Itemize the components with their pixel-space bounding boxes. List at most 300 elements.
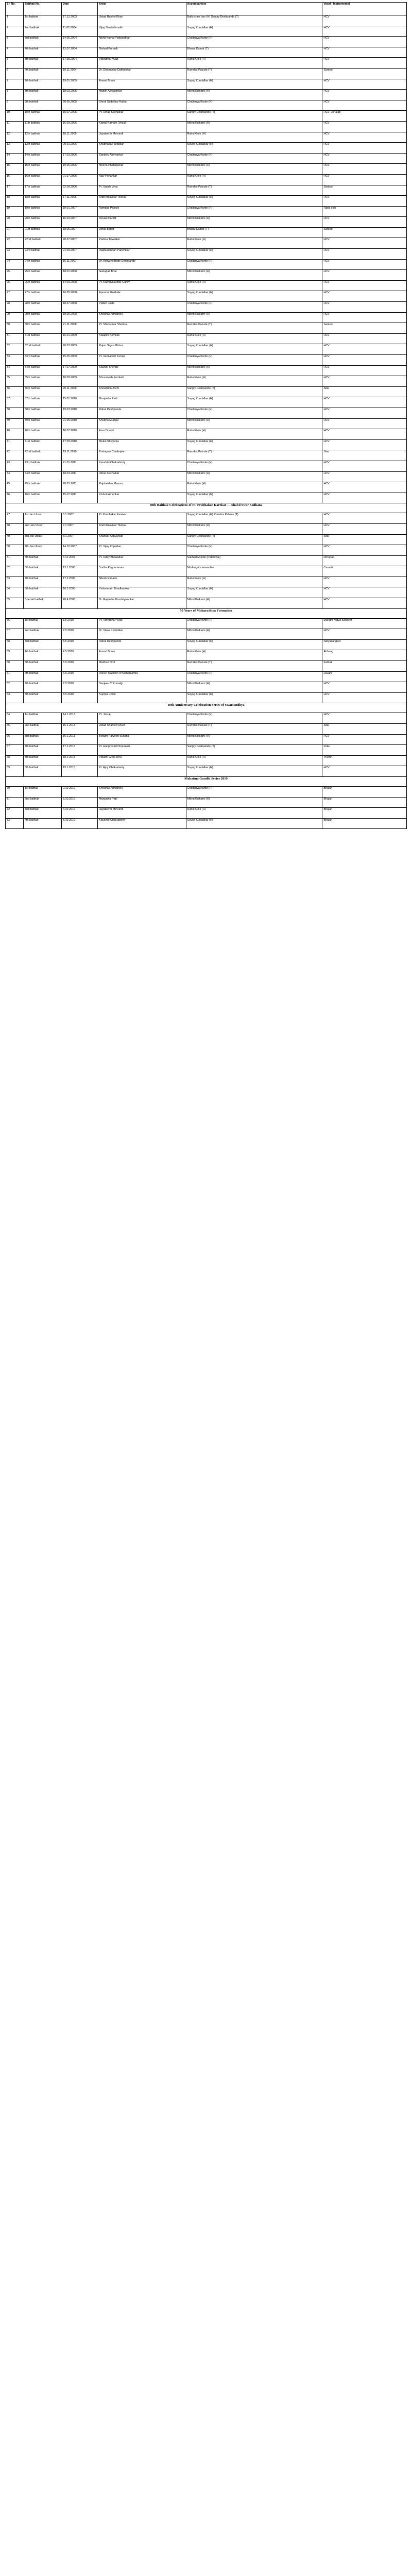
sr-no-cell: 10: [6, 111, 24, 122]
baithak-no-cell: 29th baithak: [24, 312, 62, 323]
baithak-no-cell: 16th baithak: [24, 174, 62, 185]
type-cell: HCV: [322, 766, 407, 777]
date-cell: 18.03.2011: [62, 471, 98, 482]
date-cell: 18.03.2005: [62, 90, 98, 100]
artist-cell: Dr. Ashwini Bhide Deshpande: [98, 259, 186, 270]
type-cell: HCV: [322, 429, 407, 440]
artist-cell: Mukul Shivputra: [98, 439, 186, 450]
baithak-no-cell: 26th baithak: [24, 280, 62, 291]
sr-no-cell: 60: [6, 661, 24, 672]
table-row: [6, 68, 407, 79]
type-cell: HCV: [322, 408, 407, 418]
artist-cell: Nishad Puranik: [98, 47, 186, 58]
date-cell: 5.10.2019: [62, 818, 98, 829]
artist-cell: Padma Talwalkar: [98, 238, 186, 249]
table-row: [6, 692, 407, 703]
table-row: [6, 545, 407, 556]
table-header-row: [6, 3, 407, 15]
date-cell: 14.03.2008: [62, 280, 98, 291]
type-cell: HCV: [322, 280, 407, 291]
type-cell: HCV: [322, 58, 407, 69]
date-cell: 18.11.2005: [62, 132, 98, 143]
accompanists-cell: Ramdas Palsule (T): [186, 450, 322, 461]
artist-cell: Jayateerth Mevundi: [98, 808, 186, 819]
artist-cell: Pallavi Joshi: [98, 302, 186, 313]
sr-no-cell: 22: [6, 238, 24, 249]
type-cell: Santoor: [322, 185, 407, 196]
section-heading-row: [6, 703, 407, 713]
date-cell: 6.5.2010: [62, 671, 98, 682]
sr-no-cell: 56: [6, 618, 24, 629]
artist-cell: Shubhada Paradkar: [98, 143, 186, 154]
sr-no-cell: 66: [6, 734, 24, 745]
table-row: [6, 47, 407, 58]
baithak-no-cell: 1st baithak: [24, 713, 62, 724]
date-cell: 19.11.2004: [62, 68, 98, 79]
artist-cell: Nilesh Ranade: [98, 577, 186, 587]
accompanists-cell: Suyog Kundalkar (H): [186, 639, 322, 650]
type-cell: HCV: [322, 47, 407, 58]
artist-cell: Dr. Vikas Kashalkar: [98, 629, 186, 640]
type-cell: HCV: [322, 100, 407, 111]
table-row: [6, 471, 407, 482]
accompanists-cell: Chaitanya Kunte (H): [186, 302, 322, 313]
date-cell: 4.10.2019: [62, 808, 98, 819]
accompanists-cell: Ramdas Palsule (T): [186, 724, 322, 735]
baithak-no-cell: 22nd baithak: [24, 238, 62, 249]
table-row: [6, 661, 407, 672]
type-cell: HCV: [322, 523, 407, 534]
baithak-no-cell: 5th baithak: [24, 661, 62, 672]
sr-no-cell: 29: [6, 312, 24, 323]
date-cell: 17.09.2004: [62, 58, 98, 69]
artist-cell: Manjusha Patil: [98, 797, 186, 808]
date-cell: 18.07.2008: [62, 302, 98, 313]
sr-no-cell: 54: [6, 587, 24, 598]
date-cell: 19.01.2005: [62, 79, 98, 90]
baithak-no-cell: 2nd Jan Utsav: [24, 523, 62, 534]
artist-cell: Bhuvanesh Komkali: [98, 376, 186, 387]
sr-no-cell: 9: [6, 100, 24, 111]
artist-cell: Arati Ankalikar Tikekar: [98, 196, 186, 207]
sr-no-cell: 61: [6, 671, 24, 682]
baithak-no-cell: 6th baithak: [24, 68, 62, 79]
type-cell: Sitar: [322, 534, 407, 545]
sr-no-cell: 23: [6, 249, 24, 260]
table-row: [6, 671, 407, 682]
accompanists-cell: Milind Kulkarni (H): [186, 365, 322, 376]
artist-cell: Anand Bhate: [98, 650, 186, 661]
table-row: [6, 185, 407, 196]
accompanists-cell: Milind Kulkarni (H): [186, 797, 322, 808]
artist-cell: Purbayan Chatterjee: [98, 450, 186, 461]
type-cell: Abhang: [322, 650, 407, 661]
accompanists-cell: Suyog Kundalkar (H): [186, 291, 322, 302]
type-cell: HCV: [322, 439, 407, 450]
date-cell: 16.3.2008: [62, 587, 98, 598]
accompanists-cell: Milind Kulkarni (H): [186, 598, 322, 609]
sr-no-cell: 19: [6, 206, 24, 217]
baithak-no-cell: 27th baithak: [24, 291, 62, 302]
artist-cell: Sawani Shende: [98, 365, 186, 376]
table-row: [6, 482, 407, 493]
type-cell: Marathi Natya Sangeet: [322, 618, 407, 629]
section-heading: 50th Baithak Celebrations of Pt. Prabhakar Karekar — Shabd Swar Sadhana: [6, 503, 407, 513]
table-row: [6, 397, 407, 408]
type-cell: HCV, Jor alap: [322, 111, 407, 122]
table-row: [6, 132, 407, 143]
accompanists-cell: Rahul Gole (H): [186, 376, 322, 387]
date-cell: 18.09.2009: [62, 376, 98, 387]
type-cell: HCV: [322, 545, 407, 556]
section-heading-row: [6, 503, 407, 513]
type-cell: HCV: [322, 713, 407, 724]
type-cell: HCV: [322, 259, 407, 270]
accompanists-cell: Sanjay Deshpande (T): [186, 745, 322, 756]
type-cell: HCV: [322, 249, 407, 260]
artist-cell: Pt. Ajoy Chakrabarty: [98, 766, 186, 777]
sr-no-cell: 53: [6, 577, 24, 587]
sr-no-cell: 50: [6, 545, 24, 556]
accompanists-cell: Rahul Gole (H): [186, 174, 322, 185]
date-cell: 17.11.2006: [62, 196, 98, 207]
sr-no-cell: 71: [6, 797, 24, 808]
sr-no-cell: 47: [6, 513, 24, 524]
artist-cell: Rajshekhar Mansur: [98, 482, 186, 493]
table-row: [6, 100, 407, 111]
type-cell: Sitar: [322, 724, 407, 735]
accompanists-cell: Rahul Gole (H): [186, 429, 322, 440]
date-cell: 20.05.2011: [62, 482, 98, 493]
baithak-no-cell: 3rd baithak: [24, 734, 62, 745]
type-cell: Carnatic: [322, 566, 407, 577]
accompanists-cell: Ramdas Palsule (T): [186, 661, 322, 672]
section-heading: 50 Years of Maharashtra Formation: [6, 608, 407, 618]
type-cell: Sitar: [322, 450, 407, 461]
type-cell: HCV: [322, 26, 407, 37]
type-cell: HCV: [322, 598, 407, 609]
date-cell: 18.1.2013: [62, 755, 98, 766]
date-cell: 2.5.2010: [62, 629, 98, 640]
baithak-no-cell: 21st baithak: [24, 227, 62, 238]
accompanists-cell: Chaitanya Kunte (H): [186, 259, 322, 270]
table-body: [6, 15, 407, 829]
artist-cell: Rahul Deshpande: [98, 639, 186, 650]
artist-cell: Pt. Vijay Koparkar: [98, 545, 186, 556]
table-row: [6, 164, 407, 175]
baithak-no-cell: 3rd baithak: [24, 37, 62, 47]
accompanists-cell: Mridangam ensemble: [186, 566, 322, 577]
accompanists-cell: Rahul Gole (H): [186, 238, 322, 249]
baithak-no-cell: 1st Jan Utsav: [24, 513, 62, 524]
accompanists-cell: Milind Kulkarni (H): [186, 90, 322, 100]
table-row: [6, 808, 407, 819]
artist-cell: Pt. Uday Bhawalkar: [98, 555, 186, 566]
table-row: [6, 408, 407, 418]
sr-no-cell: 58: [6, 639, 24, 650]
baithak-no-cell: 38th baithak: [24, 408, 62, 418]
type-cell: Thumri: [322, 755, 407, 766]
baithak-no-cell: 4th baithak: [24, 745, 62, 756]
table-row: [6, 90, 407, 100]
type-cell: HCV: [322, 734, 407, 745]
sr-no-cell: 45: [6, 482, 24, 493]
sr-no-cell: 51: [6, 555, 24, 566]
date-cell: 17.07.2009: [62, 365, 98, 376]
sr-no-cell: 26: [6, 280, 24, 291]
accompanists-cell: Rahul Gole (H): [186, 132, 322, 143]
date-cell: 5.5.2010: [62, 661, 98, 672]
baithak-no-cell: 45th baithak: [24, 482, 62, 493]
table-row: [6, 650, 407, 661]
sr-no-cell: 46: [6, 493, 24, 503]
sr-no-cell: 17: [6, 185, 24, 196]
artist-cell: Pt. Ulhas Kashalkar: [98, 111, 186, 122]
date-cell: 17.2.2008: [62, 577, 98, 587]
table-row: [6, 797, 407, 808]
artist-cell: Dance Tradition of Maharashtra: [98, 671, 186, 682]
baithak-no-cell: 14th baithak: [24, 153, 62, 164]
sr-no-cell: 7: [6, 79, 24, 90]
table-row: [6, 386, 407, 397]
artist-cell: Ustad Rashid Khan: [98, 15, 186, 26]
table-row: [6, 280, 407, 291]
artist-cell: Ajay Pohankar: [98, 174, 186, 185]
table-row: [6, 37, 407, 47]
baithak-no-cell: 3rd baithak: [24, 808, 62, 819]
sr-no-cell: 41: [6, 439, 24, 450]
sr-no-cell: 1: [6, 15, 24, 26]
table-row: [6, 713, 407, 724]
date-cell: 16.05.2008: [62, 291, 98, 302]
baithak-no-cell: 28th baithak: [24, 302, 62, 313]
header-vocal-instrumental: Vocal / Instrumental: [322, 3, 407, 15]
sr-no-cell: 15: [6, 164, 24, 175]
date-cell: 3.5.2010: [62, 639, 98, 650]
date-cell: 19.03.2010: [62, 408, 98, 418]
baithak-no-cell: 25th baithak: [24, 270, 62, 281]
accompanists-cell: Rahul Gole (H): [186, 650, 322, 661]
accompanists-cell: Bharat Kamat (T): [186, 227, 322, 238]
accompanists-cell: Chaitanya Kunte (H): [186, 461, 322, 471]
table-row: [6, 270, 407, 281]
sr-no-cell: 33: [6, 355, 24, 366]
artist-cell: Pt. Jasraj: [98, 713, 186, 724]
baithak-no-cell: 12th baithak: [24, 132, 62, 143]
accompanists-cell: Suyog Kundalkar (H): [186, 692, 322, 703]
table-row: [6, 523, 407, 534]
type-cell: Bhajan: [322, 786, 407, 797]
accompanists-cell: Suyog Kundalkar (H): [186, 397, 322, 408]
date-cell: 20.07.2007: [62, 238, 98, 249]
type-cell: HCV: [322, 344, 407, 355]
table-row: [6, 566, 407, 577]
table-row: [6, 745, 407, 756]
baithak-no-cell: 19th baithak: [24, 206, 62, 217]
baithak-no-cell: 44th baithak: [24, 471, 62, 482]
sr-no-cell: 72: [6, 808, 24, 819]
accompanists-cell: Rahul Gole (H): [186, 280, 322, 291]
table-row: [6, 153, 407, 164]
baithak-no-cell: 4th baithak: [24, 818, 62, 829]
accompanists-cell: Rahul Gole (H): [186, 577, 322, 587]
type-cell: Kathak: [322, 661, 407, 672]
accompanists-cell: Chaitanya Kunte (H): [186, 786, 322, 797]
date-cell: 17.09.2010: [62, 439, 98, 450]
artist-cell: Manjusha Patil: [98, 397, 186, 408]
sr-no-cell: 25: [6, 270, 24, 281]
accompanists-cell: Ramdas Palsule (T): [186, 185, 322, 196]
accompanists-cell: Chaitanya Kunte (H): [186, 37, 322, 47]
artist-cell: Ramdas Palsule: [98, 206, 186, 217]
baithak-no-cell: 13th baithak: [24, 143, 62, 154]
baithak-no-cell: 18th baithak: [24, 196, 62, 207]
sr-no-cell: 27: [6, 291, 24, 302]
baithak-no-cell: 15th baithak: [24, 164, 62, 175]
sr-no-cell: 2: [6, 26, 24, 37]
sr-no-cell: 13: [6, 143, 24, 154]
type-cell: Tabla solo: [322, 206, 407, 217]
table-row: [6, 534, 407, 545]
artist-cell: Arati Ankalikar Tikekar: [98, 523, 186, 534]
table-row: [6, 786, 407, 797]
accompanists-cell: Suyog Kundalkar (H): [186, 143, 322, 154]
sr-no-cell: 30: [6, 323, 24, 334]
date-cell: 16.09.2005: [62, 121, 98, 132]
sr-no-cell: 73: [6, 818, 24, 829]
artist-cell: Kaushiki Chakraborty: [98, 461, 186, 471]
accompanists-cell: Rahul Gole (H): [186, 58, 322, 69]
baithak-no-cell: 1st baithak: [24, 618, 62, 629]
date-cell: 20.11.2009: [62, 386, 98, 397]
artist-cell: Ulhas Bapat: [98, 227, 186, 238]
table-row: [6, 217, 407, 228]
date-cell: 15.05.2009: [62, 355, 98, 366]
accompanists-cell: Ramdas Palsule (T): [186, 68, 322, 79]
artist-cell: Devaki Pandit: [98, 217, 186, 228]
header-artist: Artist: [98, 3, 186, 15]
baithak-no-cell: 3rd Jan Utsav: [24, 534, 62, 545]
artist-cell: Pt. Shivkumar Sharma: [98, 323, 186, 334]
type-cell: HCV: [322, 577, 407, 587]
table-row: [6, 227, 407, 238]
table-row: [6, 493, 407, 503]
accompanists-cell: Bharat Kamat (T): [186, 47, 322, 58]
header-date: Date: [62, 3, 98, 15]
date-cell: 17.12.2003: [62, 15, 98, 26]
baithak-no-cell: 20th baithak: [24, 217, 62, 228]
date-cell: 11.02.2004: [62, 26, 98, 37]
accompanists-cell: Suyog Kundalkar (H): [186, 587, 322, 598]
table-row: [6, 755, 407, 766]
table-row: [6, 111, 407, 122]
baithak-no-cell: 7th baithak: [24, 79, 62, 90]
baithak-no-cell: 33rd baithak: [24, 355, 62, 366]
baithak-no-cell: 40th baithak: [24, 429, 62, 440]
table-row: [6, 143, 407, 154]
type-cell: HCV: [322, 471, 407, 482]
baithak-no-cell: 4th baithak: [24, 650, 62, 661]
artist-cell: Meena Phatarpekar: [98, 164, 186, 175]
type-cell: HCV: [322, 302, 407, 313]
type-cell: HCV: [322, 238, 407, 249]
artist-cell: Shounak Abhisheki: [98, 786, 186, 797]
sr-no-cell: 38: [6, 408, 24, 418]
sr-no-cell: 4: [6, 47, 24, 58]
date-cell: 19.1.2013: [62, 766, 98, 777]
sr-no-cell: 31: [6, 333, 24, 344]
baithak-no-cell: 2nd baithak: [24, 26, 62, 37]
accompanists-cell: Suyog Kundalkar (H): [186, 766, 322, 777]
accompanists-cell: Ramdas Palsule (T): [186, 323, 322, 334]
artist-cell: Pt. Prabhakar Karekar: [98, 513, 186, 524]
artist-cell: Shubha Mudgal: [98, 418, 186, 429]
date-cell: 17.03.2006: [62, 153, 98, 164]
sr-no-cell: 3: [6, 37, 24, 47]
baithak-no-cell: 17th baithak: [24, 185, 62, 196]
artist-cell: Sanjeev Abhyankar: [98, 153, 186, 164]
baithak-no-cell: 5th baithak: [24, 555, 62, 566]
date-cell: 22.09.2006: [62, 185, 98, 196]
sr-no-cell: 24: [6, 259, 24, 270]
accompanists-cell: Suyog Kundalkar (H): [186, 344, 322, 355]
accompanists-cell: Chaitanya Kunte (H): [186, 153, 322, 164]
table-row: [6, 555, 407, 566]
date-cell: 21.07.2006: [62, 174, 98, 185]
sr-no-cell: 34: [6, 365, 24, 376]
date-cell: 15.07.2011: [62, 493, 98, 503]
table-row: [6, 302, 407, 313]
baithak-no-cell: 6th baithak: [24, 766, 62, 777]
baithak-no-cell: 1st baithak: [24, 786, 62, 797]
table-row: [6, 206, 407, 217]
baithak-no-cell: 8th baithak: [24, 692, 62, 703]
accompanists-cell: Suyog Kundalkar (H): [186, 818, 322, 829]
page: [5, 2, 407, 829]
accompanists-cell: Rahul Gole (H): [186, 808, 322, 819]
accompanists-cell: Suyog Kundalkar (H) Ramdas Palsule (T): [186, 513, 322, 524]
artist-cell: Ulhas Kashalkar: [98, 471, 186, 482]
table-row: [6, 429, 407, 440]
type-cell: HCV: [322, 355, 407, 366]
date-cell: 21.01.2011: [62, 461, 98, 471]
type-cell: HCV: [322, 164, 407, 175]
date-cell: 4.5.2010: [62, 650, 98, 661]
sr-no-cell: 35: [6, 376, 24, 387]
type-cell: Dhrupad: [322, 555, 407, 566]
artist-cell: Dr. Rajendra Kandalgaonkar: [98, 598, 186, 609]
sr-no-cell: 37: [6, 397, 24, 408]
date-cell: 15.07.2005: [62, 111, 98, 122]
sr-no-cell: 20: [6, 217, 24, 228]
accompanists-cell: Milind Kulkarni (H): [186, 418, 322, 429]
type-cell: HCV: [322, 682, 407, 693]
table-row: [6, 238, 407, 249]
accompanists-cell: Rahul Gole (H): [186, 755, 322, 766]
sr-no-cell: 42: [6, 450, 24, 461]
table-row: [6, 174, 407, 185]
baithak-no-cell: 39th baithak: [24, 418, 62, 429]
accompanists-cell: Sukhad Munde (Pakhawaj): [186, 555, 322, 566]
table-row: [6, 259, 407, 270]
accompanists-cell: Sanjay Deshpande (T): [186, 534, 322, 545]
baithak-no-cell: 4th baithak: [24, 47, 62, 58]
type-cell: HCV: [322, 217, 407, 228]
table-row: [6, 439, 407, 450]
artist-cell: Kishori Amonkar: [98, 493, 186, 503]
date-cell: 20.4.2008: [62, 598, 98, 609]
header-baithak-no: Baithak No.: [24, 3, 62, 15]
